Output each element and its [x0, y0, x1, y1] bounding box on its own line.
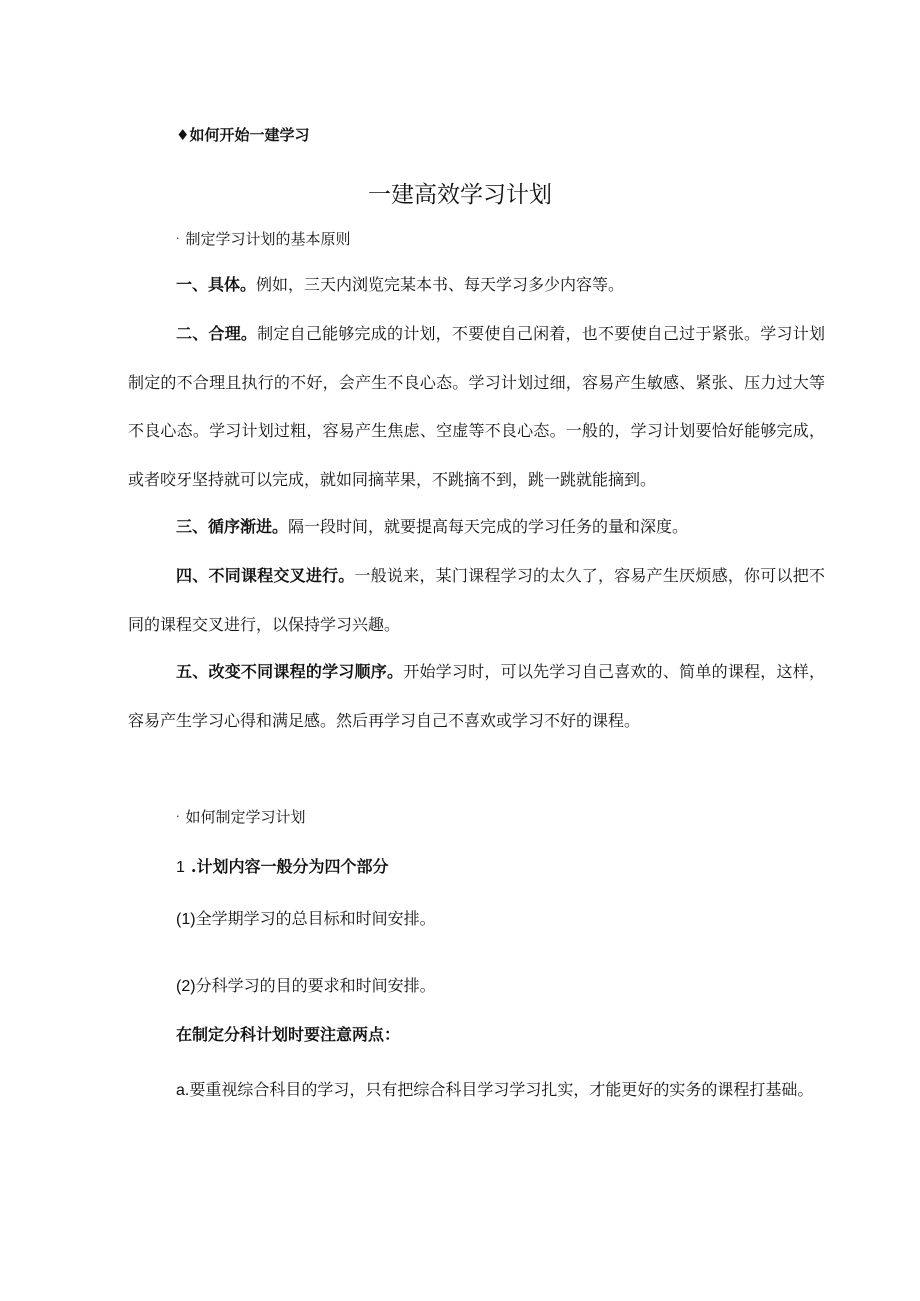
section-heading-howto: [176, 806, 306, 827]
principle-lead: 三、循序渐进。: [176, 517, 289, 536]
plan-item-text: 分科学习的目的要求和时间安排。: [195, 976, 436, 995]
note-a-text: 要重视综合科目的学习，只有把综合科目学习学习扎实，才能更好的实务的课程打基础。: [189, 1080, 814, 1099]
plan-point-text: .计划内容一般分为四个部分: [190, 857, 389, 876]
plan-item-2: [176, 973, 436, 996]
principle-body: 制定自己能够完成的计划，不要使自己闲着，也不要使自己过于紧张。学习计划制定的不合理且执行的不好，会产生不良心态。学习计划过细，容易产生敏感、紧张、压力过大等不良心态。学习计划过粗，容易产生焦虑、空虚等不良心态。一般的，学习计划要恰好能够完成，或者咬牙坚持就可以完成，就如同摘苹果，不跳摘不到，跳一跳就能摘到。: [128, 324, 825, 489]
principle-body: 例如，三天内浏览完某本书、每天学习多少内容等。: [256, 275, 625, 294]
top-heading-text: 如何开始一建学习: [189, 126, 310, 144]
principle-lead: 一、具体。: [176, 275, 257, 294]
principle-lead: 五、改变不同课程的学习顺序。: [176, 662, 404, 681]
document-title: 一建高效学习计划: [368, 182, 552, 208]
section-heading-text: 如何制定学习计划: [185, 808, 306, 826]
plan-item-label: (1): [176, 911, 196, 928]
principle-5-paragraph: [128, 648, 825, 745]
note-heading: 在制定分科计划时要注意两点：: [176, 1025, 401, 1044]
principle-body: 一般说来，某门课程学习的太久了，容易产生厌烦感，你可以把不同的课程交叉进行，以保持学习兴趣。: [128, 566, 825, 634]
dot-bullet-icon: ·: [176, 810, 180, 823]
principle-body: 开始学习时，可以先学习自己喜欢的、简单的课程，这样，容易产生学习心得和满足感。然后再学习自己不喜欢或学习不好的课程。: [128, 662, 825, 730]
plan-point-number: 1: [176, 859, 185, 876]
plan-item-label: (2): [176, 978, 196, 995]
note-a-paragraph: [128, 1066, 825, 1116]
principle-lead: 二、合理。: [176, 324, 258, 343]
plan-point-1: [176, 854, 388, 877]
diamond-bullet-icon: ♦: [176, 126, 190, 144]
section-heading-principles: [176, 228, 351, 249]
principle-3-paragraph: [128, 503, 825, 552]
principle-2-paragraph: [128, 310, 825, 504]
top-heading: [176, 124, 309, 145]
dot-bullet-icon: ·: [176, 232, 180, 245]
principle-body: 隔一段时间，就要提高每天完成的学习任务的量和深度。: [288, 517, 689, 536]
plan-item-1: [176, 906, 436, 929]
principle-1-paragraph: [128, 261, 825, 310]
note-a-label: a.: [176, 1082, 190, 1099]
plan-item-text: 全学期学习的总目标和时间安排。: [195, 909, 436, 928]
principle-lead: 四、不同课程交叉进行。: [176, 566, 355, 585]
principle-4-paragraph: [128, 552, 825, 649]
section-heading-text: 制定学习计划的基本原则: [185, 230, 351, 248]
